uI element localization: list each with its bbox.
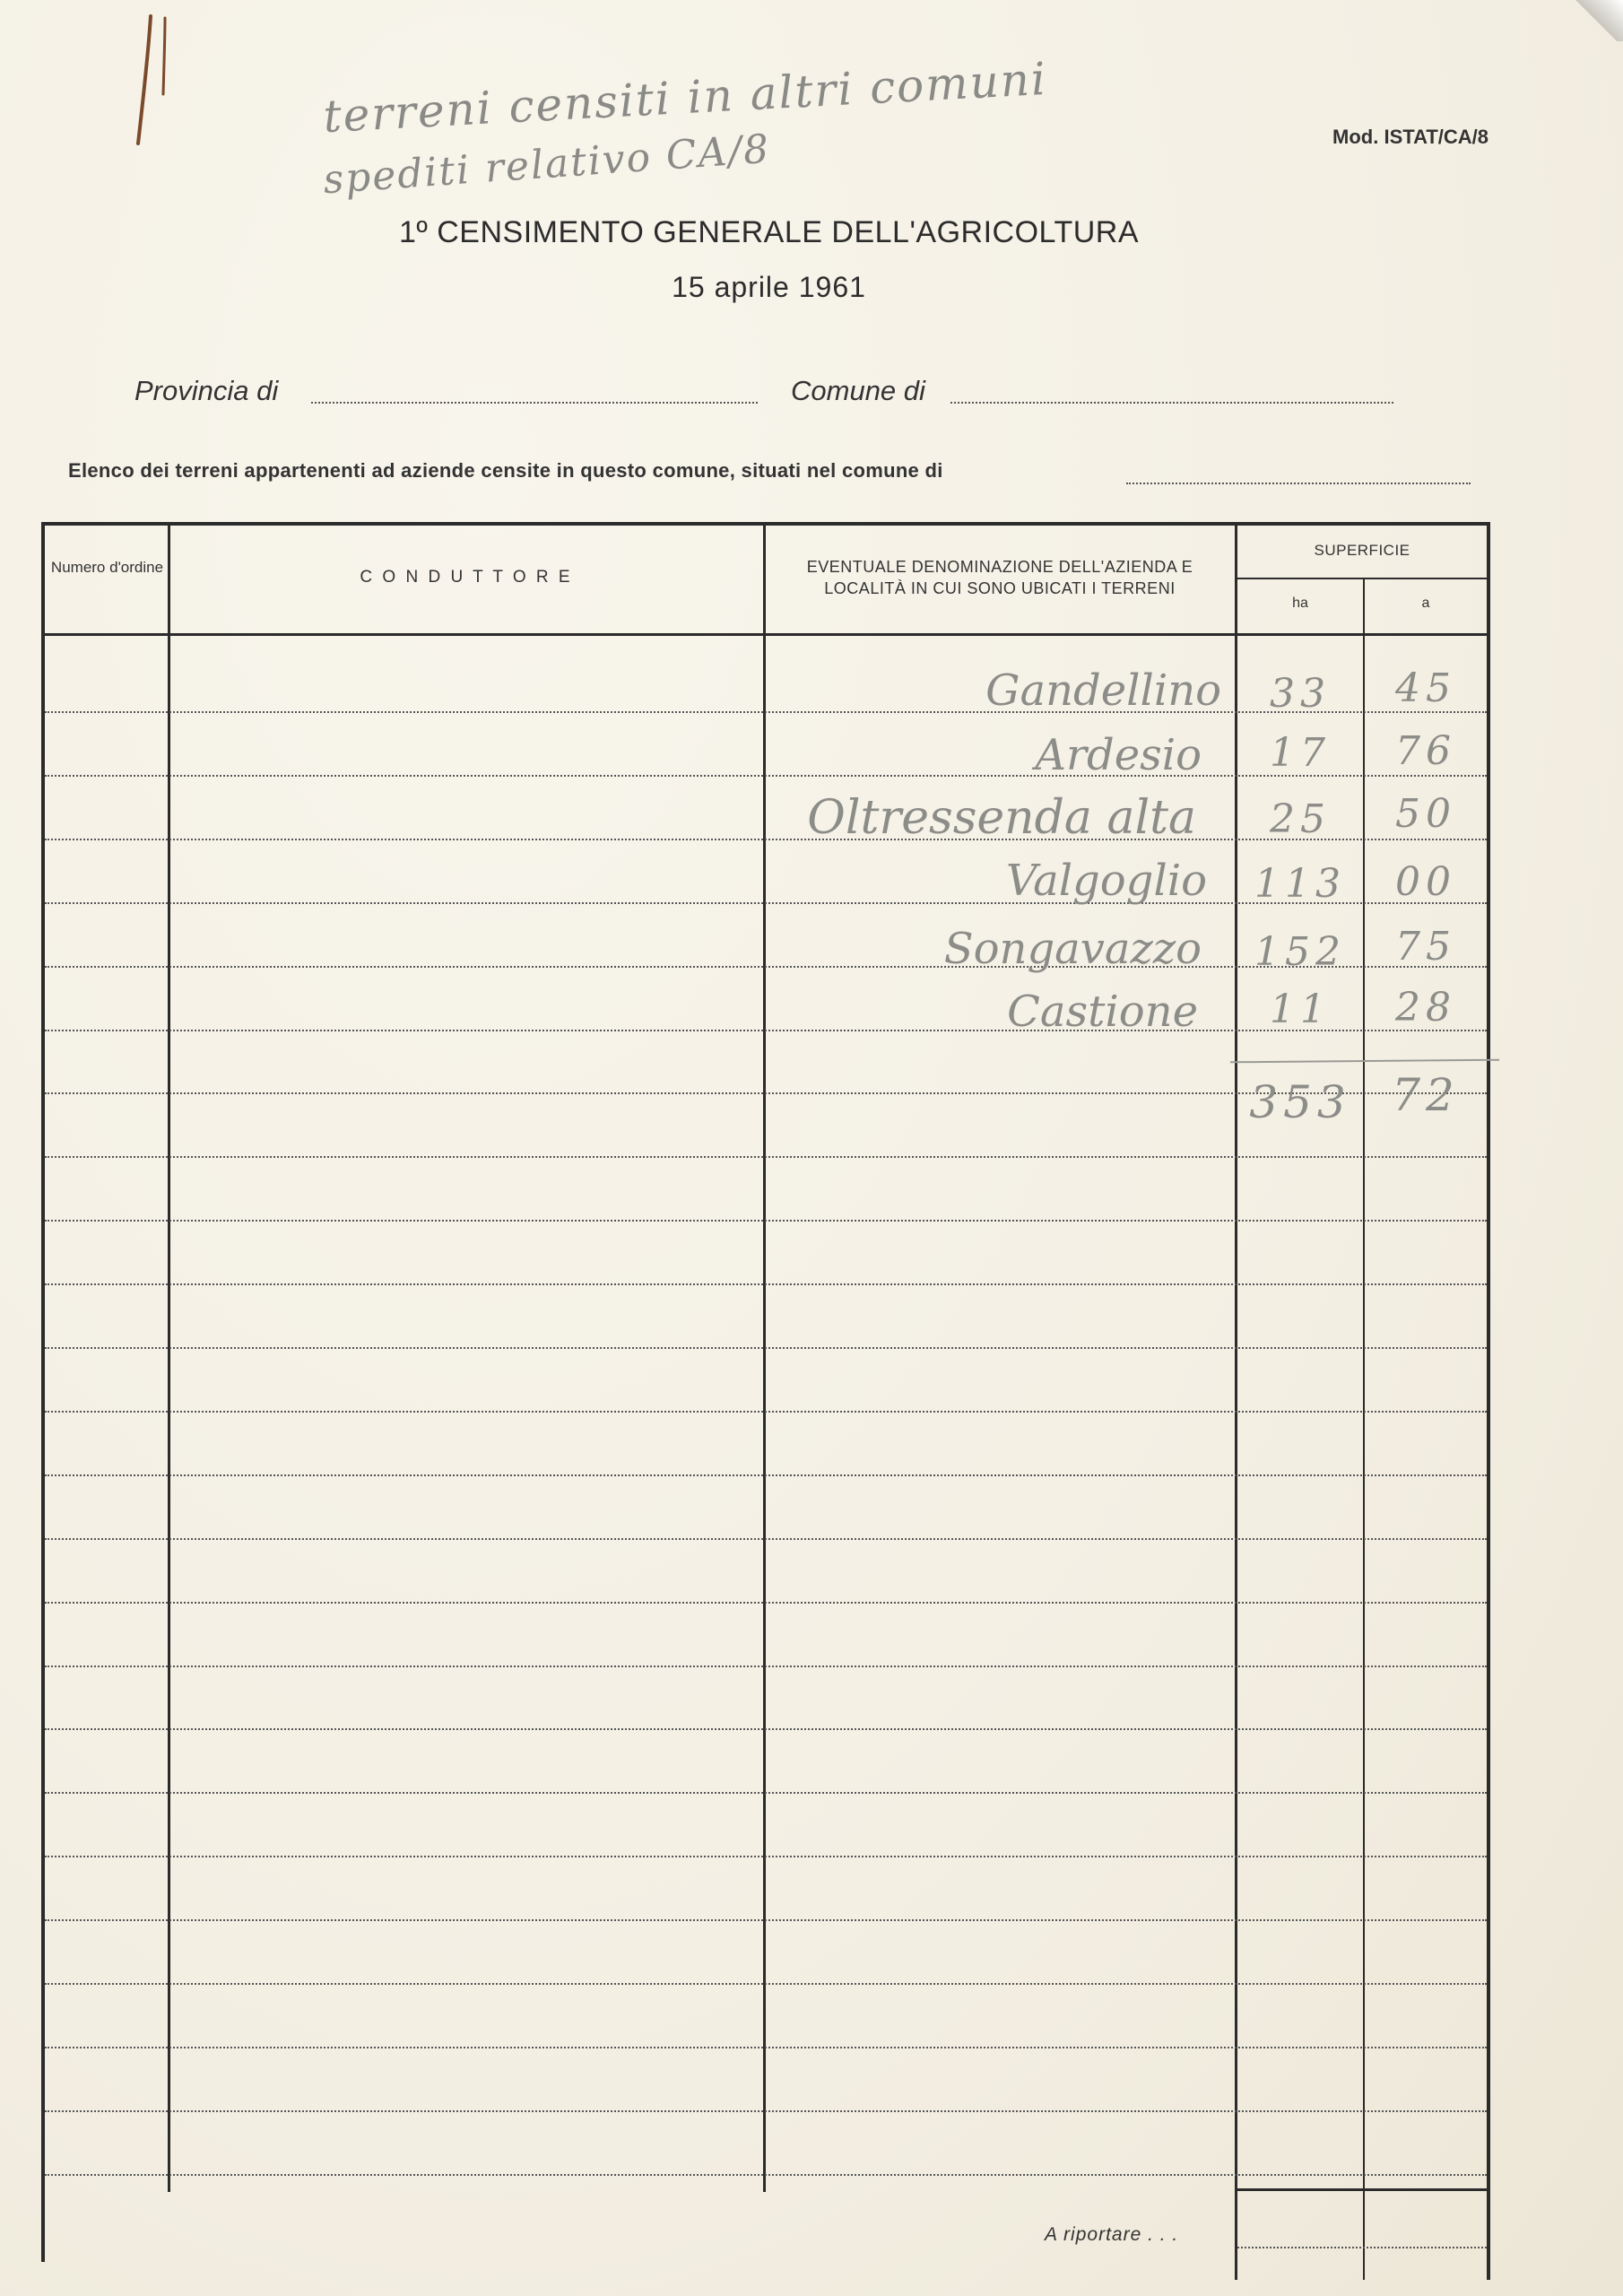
row-2-a: 76 xyxy=(1395,728,1456,774)
census-date: 15 aprile 1961 xyxy=(672,271,866,303)
comune-label: Comune di xyxy=(791,375,925,406)
census-title: 1º CENSIMENTO GENERALE DELL'AGRICOLTURA xyxy=(398,215,1139,249)
row-3-a: 50 xyxy=(1395,791,1456,837)
table-right-border xyxy=(1487,522,1490,2280)
row-4-localita: Valgoglio xyxy=(1005,856,1207,906)
body-bottom-rule xyxy=(1235,2188,1488,2191)
row-5-a: 75 xyxy=(1395,924,1456,970)
table-row-rule xyxy=(45,1220,1487,1222)
sum-line xyxy=(1230,1059,1499,1064)
row-1-a: 45 xyxy=(1395,665,1456,711)
row-2-localita: Ardesio xyxy=(1035,730,1202,780)
table-row-rule xyxy=(45,1474,1487,1476)
row-3-localita: Oltressenda alta xyxy=(807,791,1196,845)
provincia-label: Provincia di xyxy=(135,375,279,406)
table-left-border xyxy=(41,522,45,2262)
table-row-rule xyxy=(45,1156,1487,1158)
table-row-rule xyxy=(45,1283,1487,1285)
table-row-rule xyxy=(45,1411,1487,1413)
row-4-a: 00 xyxy=(1395,859,1456,905)
table-top-border xyxy=(41,522,1490,526)
row-6-ha: 11 xyxy=(1270,987,1331,1032)
col-sep-2 xyxy=(763,522,766,2192)
header-bottom-border xyxy=(45,633,1487,636)
riportare-rule xyxy=(1237,2247,1487,2248)
table-row-rule xyxy=(45,1347,1487,1349)
table-row-rule xyxy=(45,1602,1487,1604)
row-6-a: 28 xyxy=(1395,985,1456,1031)
total-ha: 353 xyxy=(1249,1076,1351,1128)
row-1-ha: 33 xyxy=(1270,671,1331,717)
total-a: 72 xyxy=(1392,1069,1460,1121)
page-corner-fold xyxy=(1560,0,1623,41)
table-row-rule xyxy=(45,1856,1487,1857)
header-conduttore: C O N D U T T O R E xyxy=(360,568,573,587)
row-3-ha: 25 xyxy=(1270,796,1331,842)
elenco-label: Elenco dei terreni appartenenti ad aziende censite in questo comune, situati nel comune di xyxy=(68,459,943,482)
table-row-rule xyxy=(45,2110,1487,2112)
table-row-rule xyxy=(45,1983,1487,1985)
header-numero: Numero d'ordine xyxy=(50,559,164,576)
superficie-divider xyxy=(1235,578,1488,579)
header-a: a xyxy=(1421,596,1430,611)
a-riportare-label: A riportare . . . xyxy=(1045,2224,1179,2245)
table-row-rule xyxy=(45,1538,1487,1540)
table-row-rule xyxy=(45,1792,1487,1794)
header-ha: ha xyxy=(1292,596,1308,611)
table-row-rule xyxy=(45,1665,1487,1667)
handwritten-note-line2: spediti relativo CA/8 xyxy=(321,126,772,204)
col-sep-1 xyxy=(168,522,170,2192)
row-6-localita: Castione xyxy=(1007,987,1198,1037)
header-denominazione: EVENTUALE DENOMINAZIONE DELL'AZIENDA E LOCALITÀ IN CUI SONO UBICATI I TERRENI xyxy=(806,558,1193,597)
row-5-ha: 152 xyxy=(1254,929,1346,975)
row-2-ha: 17 xyxy=(1270,730,1331,776)
row-1-localita: Gandellino xyxy=(985,665,1221,716)
header-superficie: SUPERFICIE xyxy=(1314,542,1410,559)
col-sep-3 xyxy=(1235,522,1237,2280)
row-5-localita: Songavazzo xyxy=(943,924,1202,974)
table-row-rule xyxy=(45,2174,1487,2176)
table-row-rule xyxy=(45,2047,1487,2048)
table-row-rule xyxy=(45,1728,1487,1730)
handwritten-note-line1: terreni censiti in altri comuni xyxy=(322,52,1049,144)
model-code: Mod. ISTAT/CA/8 xyxy=(1332,126,1488,148)
table-row-rule xyxy=(45,1919,1487,1921)
row-4-ha: 113 xyxy=(1254,861,1346,907)
